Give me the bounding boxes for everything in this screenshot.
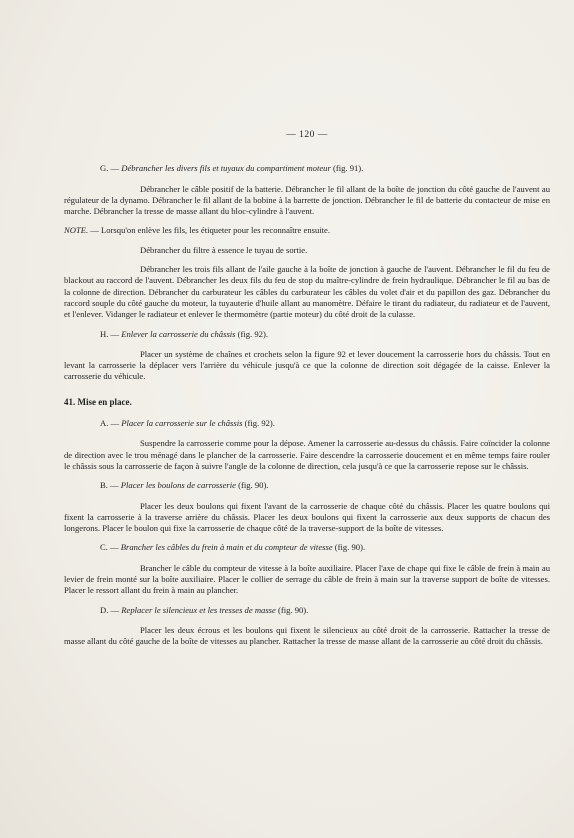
heading-ref: (fig. 90). [334, 542, 366, 553]
heading-letter: G. — [100, 163, 120, 174]
heading-ref: (fig. 92). [244, 418, 275, 429]
paragraph: Placer les deux boulons qui fixent l'avant de la carrosserie de chaque côté du châssis. Placer les quatre boulons qui fixent la carrosserie à la traverse arrière du châssis. Placer les deux boulons qui fixent la carrosserie aux deux supports de chacun des longerons. Placer le boulon qui fixe la carrosserie de chaque côté de la traverse-support de la boîte de vitesses. [64, 500, 550, 534]
section-title: 41. Mise en place. [64, 396, 132, 407]
heading-ref: (fig. 90). [238, 480, 269, 491]
note-text: — Lorsqu'on enlève les fils, les étiqueter pour les reconnaître ensuite. [90, 225, 330, 236]
heading-ref: (fig. 91). [332, 163, 364, 174]
step-heading-h [64, 329, 550, 340]
heading-letter: A. — [100, 418, 120, 429]
step-heading-b [64, 480, 550, 491]
step-heading-g [64, 163, 550, 174]
heading-ref: (fig. 90). [277, 604, 309, 615]
heading-ref: (fig. 92). [237, 328, 268, 339]
heading-letter: C. — [100, 542, 119, 553]
note [64, 225, 550, 236]
heading-title: Brancher les câbles du frein à main et du compteur de vitesse [120, 542, 333, 553]
heading-title: Débrancher les divers fils et tuyaux du compartiment moteur [121, 163, 331, 174]
paragraph: Débrancher les trois fils allant de l'aile gauche à la boîte de jonction à gauche de l'auvent. Débrancher le fil du feu de blackout au raccord de l'auvent. Débrancher les deux fils du feu de stop du maître-cylindre de frein hydraulique. Débrancher le fil au bas de la colonne de direction. Débrancher du carburateur les câbles du carburateur les câbles du volet d'air et du papillon des gaz. Débrancher du raccord souple du côté gauche du moteur, la tuyauterie d'huile allant au manomètre. Défaire le tirant du radiateur, du radiateur et de l'auvent, et l'enlever. Vidanger le radiateur et enlever le thermomètre (partie moteur) du côté droit de la culasse. [64, 264, 550, 320]
paragraph: Brancher le câble du compteur de vitesse à la boîte auxiliaire. Placer l'axe de chape qui fixe le câble de frein à main au levier de frein monté sur la boîte auxiliaire. Placer le collier de serrage du câble de frein à main sur la traverse support de boîte de vitesses. Placer le ressort allant du frein à main au plancher. [64, 562, 550, 596]
heading-letter: B. — [100, 480, 119, 491]
paragraph: Débrancher le câble positif de la batterie. Débrancher le fil allant de la boîte de jonction du côté gauche de l'auvent au régulateur de la dynamo. Débrancher le fil allant de la bobine à la barrette de jonction. Débrancher le fil de batterie du contacteur de mise en marche. Débrancher la tresse de masse allant du bloc-cylindre à l'auvent. [64, 183, 550, 217]
page-number: — 120 — [286, 130, 328, 140]
paragraph: Suspendre la carrosserie comme pour la dépose. Amener la carrosserie au-dessus du châssis. Faire coïncider la colonne de direction avec le trou ménagé dans le plancher de la carrosserie. Faire descendre la carrosserie doucement et en même temps faire rouler le châssis sous la carrosserie de façon à suivre l'angle de la colonne de direction, cela jusqu'à ce que la carrosserie repose sur le châssis. [64, 438, 550, 471]
heading-title: Placer les boulons de carrosserie [120, 480, 236, 491]
step-heading-c [64, 542, 550, 553]
heading-title: Enlever la carrosserie du châssis [121, 328, 236, 339]
heading-letter: H. — [100, 328, 120, 339]
step-heading-a [64, 418, 550, 429]
heading-title: Replacer le silencieux et les tresses de masse [121, 604, 276, 615]
heading-title: Placer la carrosserie sur le châssis [121, 418, 243, 429]
heading-letter: D. — [100, 604, 120, 615]
paragraph: Débrancher du filtre à essence le tuyau de sortie. [140, 244, 308, 255]
paragraph: Placer les deux écrous et les boulons qui fixent le silencieux au côté droit de la carrosserie. Rattacher la tresse de masse allant du côté gauche de la boîte de vitesses au plancher. Rattacher la tresse de masse allant de la carrosserie au côté droit du châssis. [64, 624, 550, 647]
paragraph: Placer un système de chaînes et crochets selon la figure 92 et lever doucement la carrosserie hors du châssis. Tout en levant la carrosserie la déplacer vers l'arrière du véhicule jusqu'à ce que la colonne de direction soit dégagée de la caisse. Enlever la carrosserie du véhicule. [64, 348, 550, 382]
note-label: NOTE. [64, 225, 89, 236]
step-heading-d [64, 605, 550, 616]
page-content [64, 130, 550, 656]
